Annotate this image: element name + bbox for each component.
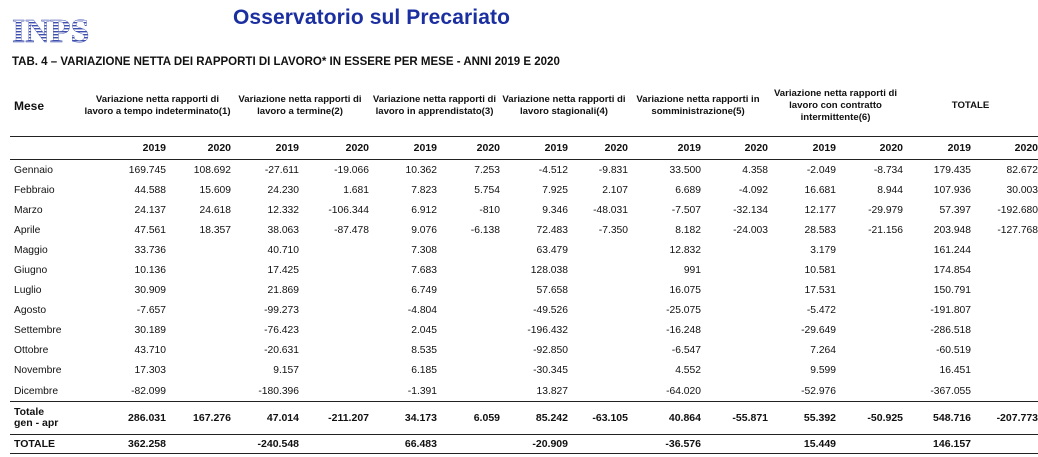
table-row <box>10 200 1038 220</box>
table-cell: 63.479 <box>536 244 568 256</box>
table-cell <box>166 321 231 341</box>
table-cell: -30.345 <box>533 365 568 377</box>
total-cell: -36.576 <box>628 435 701 454</box>
table-cell: 43.710 <box>134 345 166 357</box>
table-cell: -192.680 <box>997 204 1038 216</box>
table-cell: 12.177 <box>804 204 837 216</box>
year-header: 2019 <box>231 137 299 160</box>
table-cell: -127.768 <box>997 224 1038 236</box>
table-cell <box>299 321 369 341</box>
table-cell: -106.344 <box>328 204 369 216</box>
table-cell: -367.055 <box>930 385 972 397</box>
total-cell: 548.716 <box>903 402 971 435</box>
table-cell: -60.519 <box>936 345 972 357</box>
table-cell: -92.850 <box>533 345 568 357</box>
table-cell <box>166 361 231 381</box>
total-cell <box>971 435 1038 454</box>
month-name: Marzo <box>14 204 43 216</box>
table-cell <box>971 341 1038 361</box>
month-name: Giugno <box>14 265 48 277</box>
table-cell: -7.657 <box>136 305 166 317</box>
table-cell <box>437 281 500 301</box>
table-cell <box>836 361 903 381</box>
total-cell: 40.864 <box>628 402 701 435</box>
group-header: Variazione netta rapporti in somministrazione(5) <box>636 94 760 117</box>
table-cell: 6.749 <box>411 285 437 297</box>
table-cell <box>299 260 369 280</box>
table-cell: -27.611 <box>264 164 299 176</box>
table-cell: -4.092 <box>738 184 769 196</box>
total-cell: 85.242 <box>500 402 568 435</box>
table-cell: 17.531 <box>804 285 837 297</box>
table-cell: -2.049 <box>806 164 837 176</box>
month-name: Settembre <box>14 325 62 337</box>
totale-label-line1: Totale <box>14 406 45 419</box>
table-cell: 47.561 <box>134 224 166 236</box>
table-cell <box>568 260 628 280</box>
table-cell: 10.581 <box>804 265 837 277</box>
table-cell: -64.020 <box>666 385 701 397</box>
total-cell: -211.207 <box>299 402 369 435</box>
table-row <box>10 341 1038 361</box>
year-header-empty <box>10 137 84 160</box>
table-row <box>10 281 1038 301</box>
table-cell <box>166 341 231 361</box>
table-cell: 9.157 <box>273 365 299 377</box>
total-cell: 362.258 <box>84 435 166 454</box>
table-cell: -6.138 <box>470 224 500 236</box>
table-cell: 203.948 <box>933 224 972 236</box>
table-cell: 30.189 <box>134 325 166 337</box>
table-cell: -7.350 <box>598 224 628 236</box>
month-name: Aprile <box>14 224 41 236</box>
table-cell <box>437 321 500 341</box>
table-cell: 107.936 <box>933 184 972 196</box>
inps-logo-text: INPS <box>12 13 90 50</box>
table-cell: -191.807 <box>930 305 972 317</box>
month-rows <box>10 160 1038 402</box>
group-header: Variazione netta rapporti di lavoro a tempo indeterminato(1) <box>84 94 231 117</box>
table-cell <box>836 381 903 402</box>
group-header: Variazione netta rapporti di lavoro in apprendistato(3) <box>372 94 497 117</box>
table-cell <box>437 301 500 321</box>
table-cell: 7.823 <box>411 184 437 196</box>
table-cell: -87.478 <box>334 224 369 236</box>
table-cell <box>701 260 768 280</box>
table-cell: 6.689 <box>675 184 701 196</box>
totale-gen-apr-label <box>10 402 84 435</box>
table-cell: 169.745 <box>128 164 166 176</box>
month-name: Gennaio <box>14 164 53 176</box>
table-cell: -24.003 <box>733 224 769 236</box>
table-row <box>10 160 1038 181</box>
table-cell <box>701 341 768 361</box>
table-cell: 9.346 <box>542 204 568 216</box>
table-cell <box>701 381 768 402</box>
table-cell: 24.230 <box>267 184 299 196</box>
table-cell: 150.791 <box>933 285 972 297</box>
year-header: 2019 <box>628 137 701 160</box>
table-cell <box>437 381 500 402</box>
table-cell: -196.432 <box>527 325 568 337</box>
table-cell: -810 <box>479 204 500 216</box>
month-name: Ottobre <box>14 345 49 357</box>
table-cell: -286.518 <box>930 325 972 337</box>
month-name: Agosto <box>14 305 47 317</box>
table-cell: -180.396 <box>258 385 299 397</box>
table-cell: -1.391 <box>407 385 437 397</box>
table-row <box>10 240 1038 260</box>
table-cell: 7.308 <box>411 244 437 256</box>
table-cell <box>299 361 369 381</box>
table-cell: -76.423 <box>264 325 299 337</box>
page-title: Osservatorio sul Precariato <box>233 6 510 29</box>
table-cell <box>701 321 768 341</box>
table-cell: 108.692 <box>193 164 231 176</box>
table-cell: 991 <box>683 265 701 277</box>
table-cell: 128.038 <box>530 265 568 277</box>
table-cell <box>568 381 628 402</box>
table-cell: -52.976 <box>801 385 837 397</box>
table-cell <box>299 301 369 321</box>
total-cell <box>166 435 231 454</box>
table-cell <box>836 240 903 260</box>
table-cell: -4.512 <box>538 164 568 176</box>
table-cell: 44.588 <box>134 184 166 196</box>
table-cell: 9.076 <box>411 224 437 236</box>
table-cell: -5.472 <box>806 305 837 317</box>
table-cell <box>836 281 903 301</box>
year-header: 2020 <box>437 137 500 160</box>
table-cell <box>299 341 369 361</box>
year-header: 2019 <box>768 137 836 160</box>
total-cell: -63.105 <box>568 402 628 435</box>
table-cell <box>568 301 628 321</box>
table-cell <box>701 301 768 321</box>
table-cell <box>437 260 500 280</box>
month-name: Dicembre <box>14 385 59 397</box>
table-cell: -6.547 <box>671 345 701 357</box>
total-cell: 15.449 <box>768 435 836 454</box>
total-cell: 66.483 <box>369 435 437 454</box>
table-cell <box>437 361 500 381</box>
table-cell <box>836 321 903 341</box>
month-name: Novembre <box>14 365 62 377</box>
year-header: 2020 <box>836 137 903 160</box>
total-cell: 6.059 <box>437 402 500 435</box>
year-header: 2019 <box>84 137 166 160</box>
table-cell <box>299 240 369 260</box>
year-header: 2020 <box>299 137 369 160</box>
year-header: 2020 <box>701 137 768 160</box>
table-cell <box>166 240 231 260</box>
table-cell: 6.185 <box>411 365 437 377</box>
table-row <box>10 321 1038 341</box>
month-name: Febbraio <box>14 184 55 196</box>
table-cell: 8.182 <box>675 224 701 236</box>
table-cell <box>701 281 768 301</box>
year-header: 2020 <box>971 137 1038 160</box>
group-header: Variazione netta rapporti di lavoro con contratto intermittente(6) <box>773 88 898 123</box>
table-row <box>10 361 1038 381</box>
table-cell: -19.066 <box>334 164 369 176</box>
group-header-row <box>10 76 1038 137</box>
table-cell: 18.357 <box>199 224 231 236</box>
table-cell <box>568 321 628 341</box>
table-cell: 21.869 <box>267 285 299 297</box>
table-cell: 12.332 <box>267 204 299 216</box>
total-cell: -50.925 <box>836 402 903 435</box>
table-cell: -4.804 <box>407 305 437 317</box>
table-cell: 57.397 <box>939 204 972 216</box>
table-cell: 82.672 <box>1006 164 1038 176</box>
table-cell <box>568 341 628 361</box>
table-cell: 8.535 <box>411 345 437 357</box>
table-cell: 3.179 <box>810 244 837 256</box>
table-cell: 16.075 <box>669 285 701 297</box>
table-cell: 57.658 <box>536 285 568 297</box>
table-cell: 7.683 <box>411 265 437 277</box>
inps-logo <box>10 4 90 50</box>
table-caption: TAB. 4 – VARIAZIONE NETTA DEI RAPPORTI DI LAVORO* IN ESSERE PER MESE - ANNI 2019 E 2020 <box>12 56 560 68</box>
totale-label-line2: gen - apr <box>14 417 59 430</box>
total-cell <box>568 435 628 454</box>
table-cell <box>437 341 500 361</box>
table-cell: 33.500 <box>669 164 701 176</box>
table-cell: 30.909 <box>134 285 166 297</box>
total-cell: -207.773 <box>971 402 1038 435</box>
month-name: Luglio <box>14 285 42 297</box>
table-cell: 16.681 <box>804 184 837 196</box>
total-cell: -240.548 <box>231 435 299 454</box>
table-cell: 9.599 <box>810 365 837 377</box>
table-cell: -9.831 <box>598 164 628 176</box>
table-cell <box>971 260 1038 280</box>
total-cell <box>299 435 369 454</box>
table-cell <box>971 281 1038 301</box>
table-cell: 16.451 <box>939 365 972 377</box>
table-cell: -32.134 <box>733 204 769 216</box>
table-cell: 174.854 <box>933 265 972 277</box>
data-table <box>10 76 1038 454</box>
table-cell: -25.075 <box>666 305 701 317</box>
year-header-row <box>10 137 1038 160</box>
table-cell <box>971 321 1038 341</box>
table-cell <box>971 240 1038 260</box>
total-cell: -20.909 <box>500 435 568 454</box>
table-row <box>10 180 1038 200</box>
year-header: 2019 <box>500 137 568 160</box>
total-cell: 146.157 <box>903 435 971 454</box>
table-cell <box>299 281 369 301</box>
table-cell <box>299 381 369 402</box>
total-cell: 55.392 <box>768 402 836 435</box>
table-cell: 7.925 <box>542 184 568 196</box>
table-cell: 10.136 <box>134 265 166 277</box>
total-cell <box>437 435 500 454</box>
month-name: Maggio <box>14 244 48 256</box>
table-cell: 40.710 <box>267 244 299 256</box>
total-cell: -55.871 <box>701 402 768 435</box>
table-cell: -21.156 <box>868 224 904 236</box>
table-cell: 7.264 <box>810 345 837 357</box>
table-cell <box>971 301 1038 321</box>
table-cell: 10.362 <box>405 164 437 176</box>
table-cell <box>701 240 768 260</box>
table-cell: -49.526 <box>533 305 568 317</box>
year-header: 2019 <box>369 137 437 160</box>
table-cell <box>836 301 903 321</box>
table-cell <box>166 281 231 301</box>
year-header: 2019 <box>903 137 971 160</box>
table-cell: -82.099 <box>131 385 166 397</box>
table-cell: 24.618 <box>199 204 231 216</box>
table-cell: -20.631 <box>264 345 299 357</box>
table-cell: -48.031 <box>593 204 628 216</box>
table-cell: -7.507 <box>671 204 701 216</box>
total-cell: 167.276 <box>166 402 231 435</box>
table-cell: 1.681 <box>343 184 369 196</box>
total-cell: 286.031 <box>84 402 166 435</box>
group-header: TOTALE <box>951 100 990 111</box>
table-cell: 6.912 <box>411 204 437 216</box>
table-cell <box>166 381 231 402</box>
table-cell: 4.358 <box>742 164 769 176</box>
table-cell <box>836 341 903 361</box>
table-row <box>10 220 1038 240</box>
table-row <box>10 260 1038 280</box>
table-cell: 28.583 <box>804 224 837 236</box>
table-cell: 17.425 <box>267 265 299 277</box>
table-cell: 12.832 <box>669 244 701 256</box>
table-cell <box>568 281 628 301</box>
table-cell <box>701 361 768 381</box>
table-cell: 2.107 <box>602 184 628 196</box>
table-cell: 13.827 <box>536 385 568 397</box>
table-cell: -16.248 <box>666 325 701 337</box>
table-cell <box>568 240 628 260</box>
totale-row <box>10 435 1038 454</box>
table-cell: 7.253 <box>474 164 500 176</box>
total-cell: 47.014 <box>231 402 299 435</box>
table-row <box>10 301 1038 321</box>
table-cell: 72.483 <box>536 224 568 236</box>
table-cell: 161.244 <box>933 244 972 256</box>
table-cell: 15.609 <box>199 184 231 196</box>
table-cell <box>971 381 1038 402</box>
total-cell <box>701 435 768 454</box>
row-header-mese: Mese <box>14 99 45 113</box>
year-header: 2020 <box>568 137 628 160</box>
table-row <box>10 381 1038 402</box>
table-cell: 2.045 <box>411 325 437 337</box>
table-cell: -29.649 <box>801 325 837 337</box>
table-cell: 8.944 <box>877 184 904 196</box>
total-cell: 34.173 <box>369 402 437 435</box>
table-cell: -8.734 <box>873 164 904 176</box>
table-cell <box>166 260 231 280</box>
table-cell: 17.303 <box>134 365 166 377</box>
table-cell: -29.979 <box>868 204 904 216</box>
table-cell: 5.754 <box>474 184 500 196</box>
totale-gen-apr-row <box>10 402 1038 435</box>
table-cell: 38.063 <box>267 224 299 236</box>
totale-label: TOTALE <box>10 435 84 454</box>
total-cell <box>836 435 903 454</box>
table-cell: 30.003 <box>1006 184 1038 196</box>
table-cell <box>166 301 231 321</box>
table-cell <box>971 361 1038 381</box>
group-header: Variazione netta rapporti di lavoro stagionali(4) <box>502 94 626 117</box>
table-cell: -99.273 <box>264 305 299 317</box>
year-header: 2020 <box>166 137 231 160</box>
table-cell: 24.137 <box>134 204 166 216</box>
group-header: Variazione netta rapporti di lavoro a termine(2) <box>238 94 362 117</box>
table-cell: 4.552 <box>675 365 701 377</box>
table-cell: 179.435 <box>933 164 972 176</box>
table-cell <box>568 361 628 381</box>
table-cell: 33.736 <box>134 244 166 256</box>
table-cell <box>836 260 903 280</box>
table-cell <box>437 240 500 260</box>
